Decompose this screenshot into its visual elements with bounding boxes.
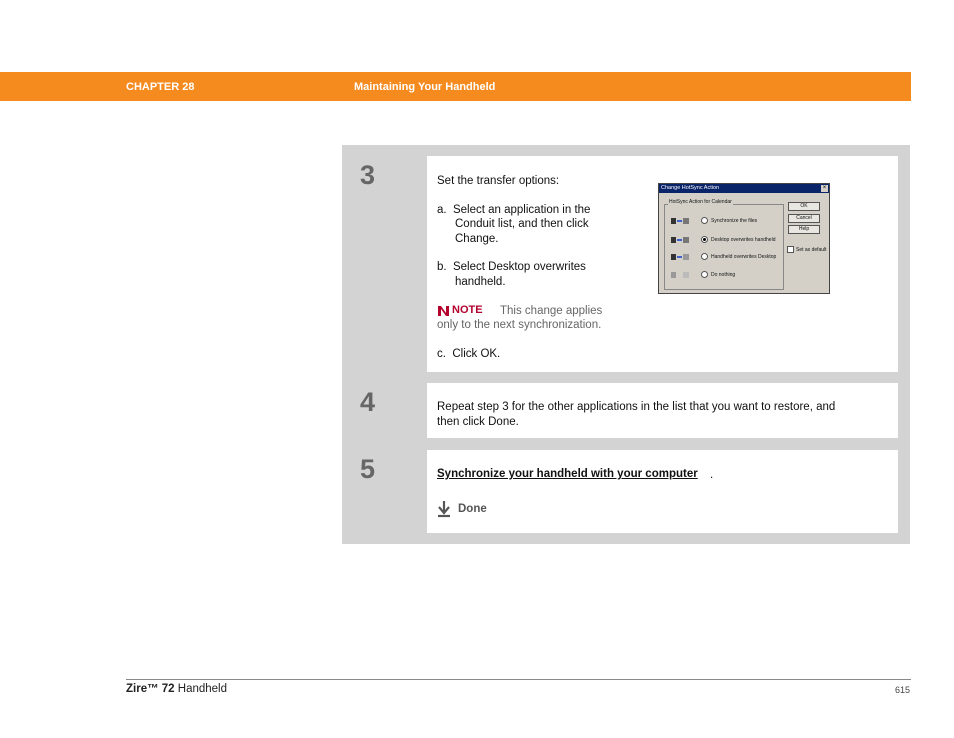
substep-c: c. Click OK. — [437, 348, 501, 360]
footer-brand — [126, 683, 227, 695]
dialog-group-label: HotSync Action for Calendar — [669, 199, 732, 205]
option-label: Desktop overwrites handheld — [711, 237, 776, 243]
product-suffix: Handheld — [174, 683, 228, 695]
substep-a-line: a. Select an application in the — [437, 204, 591, 216]
sync-icon — [671, 217, 689, 225]
page-number: 615 — [895, 685, 911, 695]
substep-a-line: Conduit list, and then click — [455, 218, 589, 230]
do-nothing-icon — [671, 271, 689, 279]
step-number-box — [353, 450, 426, 533]
step-number: 5 — [360, 454, 376, 484]
dialog-title: Change HotSync Action — [659, 184, 829, 193]
hotsync-dialog-screenshot — [658, 183, 830, 294]
set-as-default-checkbox — [787, 246, 827, 253]
substep-b-line: handheld. — [455, 276, 506, 288]
close-icon: × — [822, 185, 827, 191]
footer-rule — [126, 679, 911, 680]
radio-button — [701, 253, 708, 260]
dialog-option — [671, 270, 735, 280]
option-label: Do nothing — [711, 272, 736, 278]
step-5 — [353, 450, 898, 533]
done-arrow-icon — [437, 500, 451, 518]
link-suffix: . — [710, 469, 714, 481]
radio-button — [701, 217, 708, 224]
radio-button — [701, 271, 708, 278]
step-number-box — [353, 383, 426, 438]
step-body — [427, 450, 898, 533]
radio-button-selected — [701, 236, 708, 243]
product-name: Zire™ 72 — [126, 683, 175, 695]
dialog-cancel-button: Cancel — [788, 214, 820, 223]
dialog-option — [671, 252, 776, 262]
chapter-number: CHAPTER 28 — [126, 81, 195, 93]
substep-a-line: Change. — [455, 233, 499, 245]
step-text: Repeat step 3 for the other applications in the list that you want to restore, and — [437, 401, 836, 413]
step-number: 3 — [360, 160, 376, 190]
synchronize-link[interactable]: Synchronize your handheld with your computer — [437, 468, 698, 480]
substep-b-line: b. Select Desktop overwrites — [437, 261, 586, 273]
checkbox-label: Set as default — [796, 246, 827, 253]
step-number-box — [353, 156, 426, 372]
handheld-to-desktop-icon — [671, 253, 689, 261]
dialog-help-button: Help — [788, 225, 820, 234]
step-text: then click Done. — [437, 416, 519, 428]
option-label: Handheld overwrites Desktop — [711, 254, 777, 260]
step-number: 4 — [360, 387, 376, 417]
chapter-title: Maintaining Your Handheld — [354, 81, 496, 93]
note-text: only to the next synchronization. — [437, 319, 602, 331]
note-icon — [437, 305, 450, 317]
dialog-option — [671, 216, 757, 226]
done-label: Done — [458, 503, 487, 515]
step-intro: Set the transfer options: — [437, 175, 560, 187]
option-label: Synchronize the files — [711, 218, 758, 224]
dialog-option — [671, 235, 775, 245]
note-label: NOTE — [452, 304, 483, 316]
note-text: This change applies — [500, 305, 603, 317]
dialog-ok-button: OK — [788, 202, 820, 211]
desktop-to-handheld-icon — [671, 236, 689, 244]
